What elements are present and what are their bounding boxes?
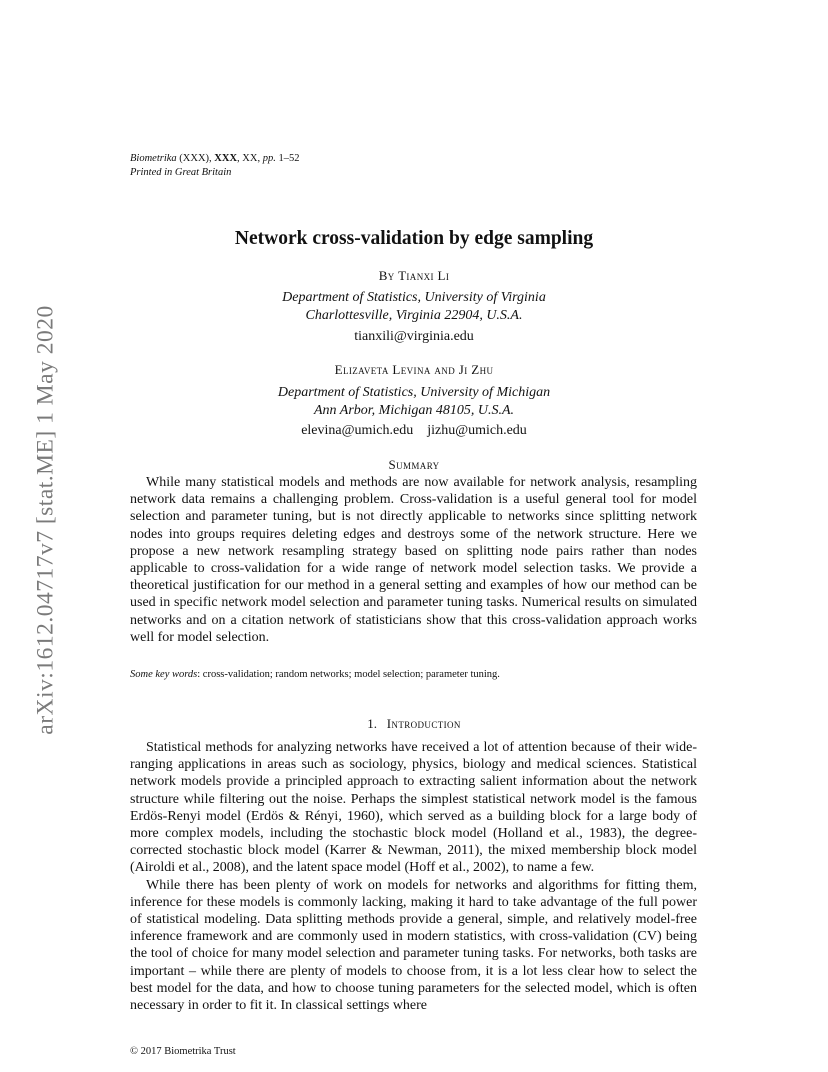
arxiv-side-stamp: arXiv:1612.04717v7 [stat.ME] 1 May 2020 <box>32 305 59 735</box>
author2-emails <box>0 423 828 439</box>
author2-byline: Elizaveta Levina and Ji Zhu <box>334 362 494 377</box>
journal-name: Biometrika <box>130 153 177 164</box>
author1-email: tianxili@virginia.edu <box>354 329 474 344</box>
author1-byline: By Tianxi Li <box>378 268 450 283</box>
author2-email1: elevina@umich.edu <box>301 423 414 438</box>
journal-header <box>130 152 299 179</box>
intro-paragraph-1: Statistical methods for analyzing networks have received a lot of attention because of their wide-ranging applications in areas such as sociology, physics, biology and medical sciences. Statistical network models provide a principled approach to extracting salient information about the network structure while filtering out the noise. Perhaps the simplest statistical network model is the famous Erdös-Renyi model (Erdös & Rényi, 1960), which served as a building block for a large body of more complex models, including the stochastic block model (Holland et al., 1983), the degree-corrected stochastic block model (Karrer & Newman, 2011), the mixed membership block model (Airoldi et al., 2008), and the latent space model (Hoff et al., 2002), to name a few. <box>130 740 697 876</box>
section-heading-introduction <box>0 716 828 732</box>
section-title: Introduction <box>386 716 461 731</box>
pages-label: pp. <box>262 153 276 164</box>
author2-email2: jizhu@umich.edu <box>427 423 527 438</box>
summary-text: While many statistical models and methods are now available for network analysis, resampling network data remains a challenging problem. Cross-validation is a useful general tool for model selection and parameter tuning, but is not directly applicable to networks since splitting network nodes into groups requires deleting edges and destroys some of the network structure. Here we propose a new network resampling strategy based on splitting node pairs rather than nodes applicable to cross-validation for a wide range of network model selection tasks. We provide a theoretical justification for our method in a general setting and examples of how our method can be used in specific network model selection and parameter tuning tasks. Numerical results on simulated networks and on a citation network of statisticians show that this cross-validation approach works well for model selection. <box>130 475 697 645</box>
author1-department: Department of Statistics, University of Virginia <box>282 290 546 305</box>
copyright-footer: © 2017 Biometrika Trust <box>130 1046 236 1057</box>
summary-body <box>130 474 697 646</box>
printed-line: Printed in Great Britain <box>130 166 232 178</box>
keywords <box>130 669 500 680</box>
author2-address: Ann Arbor, Michigan 48105, U.S.A. <box>313 403 514 418</box>
keywords-text: : cross-validation; random networks; model selection; parameter tuning. <box>197 669 500 680</box>
journal-issue: (XXX), <box>176 153 215 164</box>
journal-volume: XXX <box>214 153 238 164</box>
author2-department: Department of Statistics, University of Michigan <box>277 385 551 400</box>
intro-paragraph-2: While there has been plenty of work on models for networks and algorithms for fitting them, inference for these models is commonly lacking, making it hard to take advantage of the full power of statistical modeling. Data splitting methods provide a general, simple, and relatively model-free inference framework and are commonly used in modern statistics, with cross-validation (CV) being the tool of choice for many model selection and parameter tuning tasks. For networks, both tasks are important – while there are plenty of models to choose from, it is a lot less clear how to select the best model for the data, and how to choose tuning parameters for the selected model, which is often necessary in order to fit it. In classical settings where <box>130 877 697 1014</box>
section-number: 1. <box>367 716 377 731</box>
pages-range: 1–52 <box>275 153 300 164</box>
author1-address: Charlottesville, Virginia 22904, U.S.A. <box>305 308 523 323</box>
journal-number: , XX, <box>237 153 263 164</box>
introduction-body <box>130 739 697 1014</box>
journal-citation <box>130 152 299 166</box>
keywords-label: Some key words <box>130 669 198 680</box>
summary-heading: Summary <box>388 457 440 472</box>
paper-title: Network cross-validation by edge sampling <box>234 228 594 249</box>
